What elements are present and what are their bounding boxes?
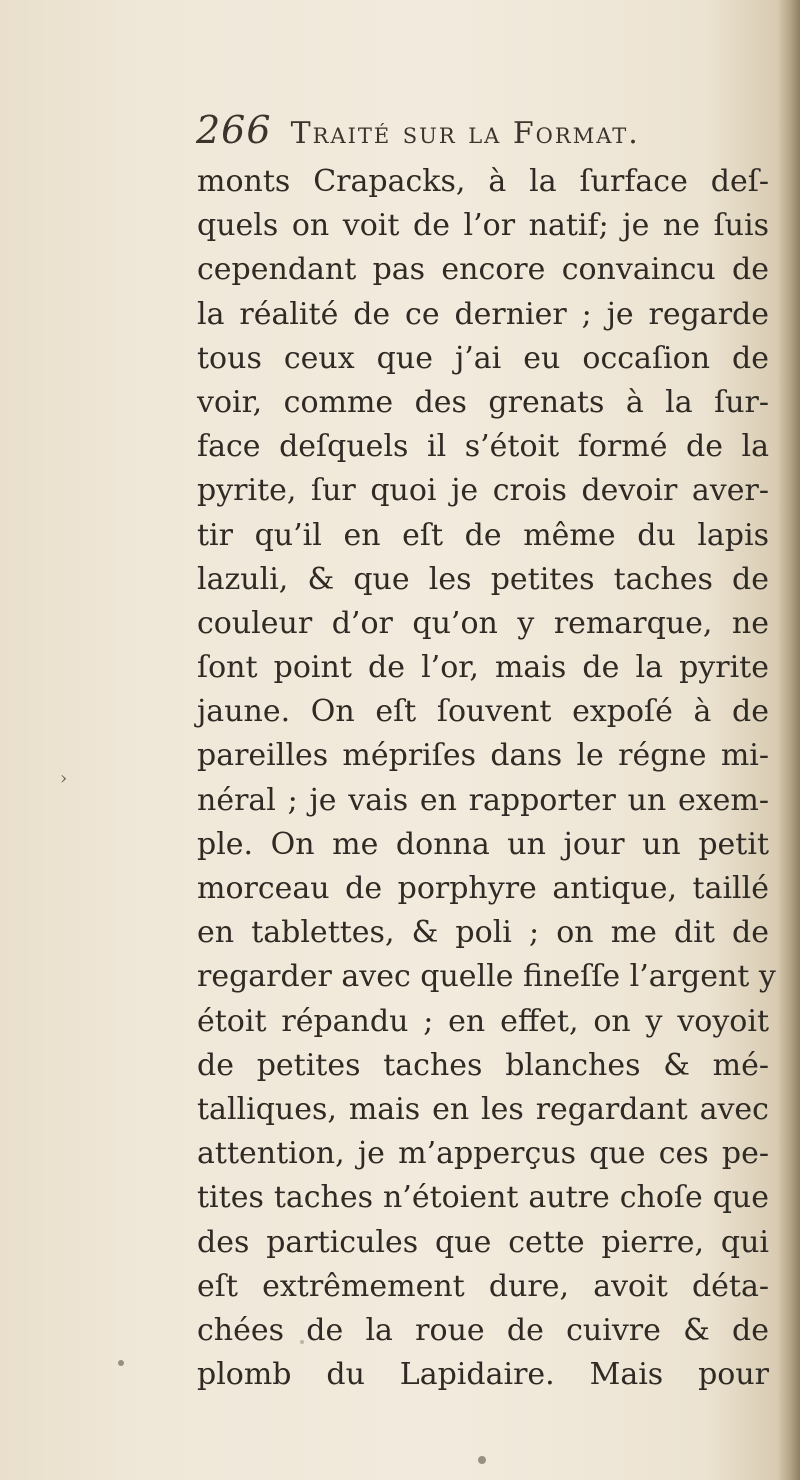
text-line: tites taches n’étoient autre choſe que bbox=[197, 1180, 769, 1216]
text-line: cependant pas encore convaincu de bbox=[197, 252, 769, 288]
text-line: de petites taches blanches & mé- bbox=[197, 1047, 769, 1083]
text-line: attention, je m’apperçus que ces pe- bbox=[197, 1136, 769, 1172]
text-line: jaune. On eſt ſouvent expoſé à de bbox=[197, 694, 769, 730]
text-line: monts Crapacks, à la ſurface deſ- bbox=[197, 164, 769, 199]
text-line: chées de la roue de cuivre & de bbox=[197, 1312, 769, 1348]
running-title: Traité sur la Format. bbox=[290, 116, 640, 151]
text-line: tir qu’il en eſt de même du lapis bbox=[197, 517, 769, 553]
text-line: couleur d’or qu’on y remarque, ne bbox=[197, 605, 769, 641]
text-line: tous ceux que j’ai eu occaſion de bbox=[197, 340, 769, 376]
page-number: 266 bbox=[196, 108, 272, 152]
paper-speck bbox=[300, 1340, 304, 1344]
text-line: pareilles mépriſes dans le régne mi- bbox=[197, 738, 769, 774]
text-line: étoit répandu ; en effet, on y voyoit bbox=[197, 1003, 769, 1039]
text-line: des particules que cette pierre, qui bbox=[197, 1224, 769, 1260]
text-line: en tablettes, & poli ; on me dit de bbox=[197, 915, 769, 951]
text-line: morceau de porphyre antique, taillé bbox=[197, 871, 769, 906]
page-edge-shadow bbox=[778, 0, 800, 1480]
text-line: face deſquels il s’étoit formé de la bbox=[197, 429, 769, 465]
margin-mark: › bbox=[60, 768, 68, 789]
text-line: voir, comme des grenats à la ſur- bbox=[197, 384, 769, 420]
text-line: talliques, mais en les regardant avec bbox=[197, 1091, 769, 1127]
text-line: plomb du Lapidaire. Mais pour bbox=[197, 1357, 769, 1393]
paper-speck bbox=[478, 1456, 486, 1464]
text-line: eſt extrêmement dure, avoit déta- bbox=[197, 1268, 769, 1304]
paper-speck bbox=[118, 1360, 124, 1366]
text-line: ple. On me donna un jour un petit bbox=[197, 826, 769, 862]
text-line: la réalité de ce dernier ; je regarde bbox=[197, 296, 769, 332]
body-text bbox=[197, 160, 776, 1397]
text-line: pyrite, ſur quoi je crois devoir aver- bbox=[197, 473, 769, 509]
text-line: lazuli, & que les petites taches de bbox=[197, 561, 769, 597]
text-line: néral ; je vais en rapporter un exem- bbox=[197, 782, 769, 818]
page-header bbox=[196, 108, 640, 152]
text-line: ſont point de l’or, mais de la pyrite bbox=[197, 650, 769, 686]
text-line: quels on voit de l’or natif; je ne ſuis bbox=[197, 208, 769, 244]
text-line: regarder avec quelle fineſſe l’argent y bbox=[197, 959, 776, 995]
